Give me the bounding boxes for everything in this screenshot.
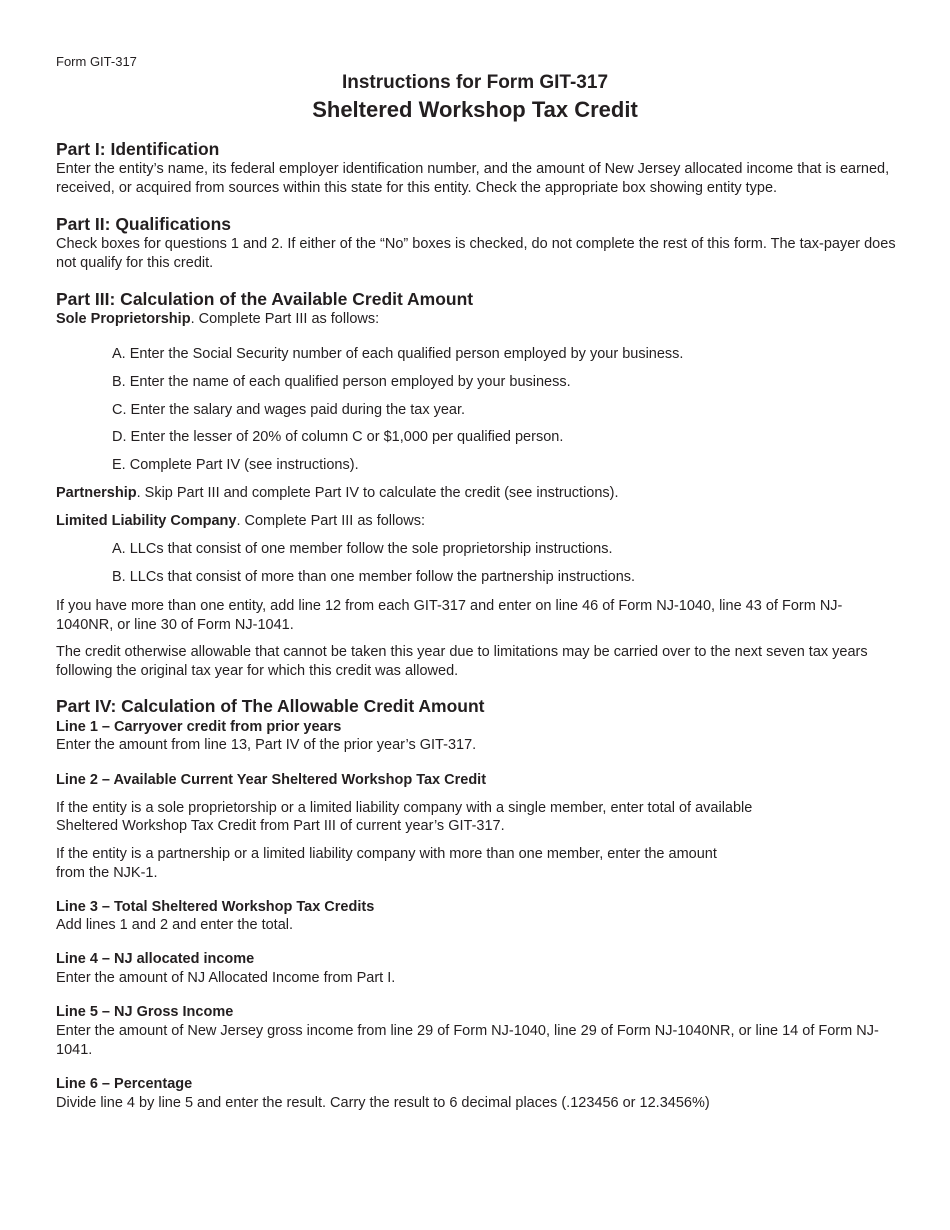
line1-text: Enter the amount from line 13, Part IV of the prior year’s GIT-317.	[56, 737, 477, 753]
sole-item-b: B. Enter the name of each qualified person employed by your business.	[112, 374, 571, 390]
line6-text: Divide line 4 by line 5 and enter the result. Carry the result to 6 decimal places (.123456 or 12.3456%)	[56, 1095, 710, 1111]
multi-entity-text: If you have more than one entity, add line 12 from each GIT-317 and enter on line 46 of Form NJ-1040, line 43 of Form NJ-1040NR, or line 30 of Form NJ-1041.	[56, 598, 843, 633]
form-label: Form GIT-317	[56, 54, 137, 69]
partnership-label: Partnership	[56, 485, 137, 501]
line2-text-partnership-2: from the NJK-1.	[56, 865, 158, 881]
partnership-paragraph	[56, 485, 619, 501]
llc-item-a: A. LLCs that consist of one member follow the sole proprietorship instructions.	[112, 541, 613, 557]
line4-heading: Line 4 – NJ allocated income	[56, 951, 255, 967]
part2-heading: Part II: Qualifications	[56, 214, 232, 234]
line5-heading: Line 5 – NJ Gross Income	[56, 1004, 234, 1020]
part4-heading: Part IV: Calculation of The Allowable Credit Amount	[56, 696, 485, 716]
llc-intro	[56, 513, 425, 529]
llc-item-b: B. LLCs that consist of more than one member follow the partnership instructions.	[112, 569, 636, 585]
line2-text-sole-1: If the entity is a sole proprietorship or a limited liability company with a single member, enter total of available	[56, 800, 753, 816]
sole-item-e: E. Complete Part IV (see instructions).	[112, 457, 359, 473]
line3-heading: Line 3 – Total Sheltered Workshop Tax Credits	[56, 899, 375, 915]
line1-heading: Line 1 – Carryover credit from prior years	[56, 719, 342, 735]
part2-text: Check boxes for questions 1 and 2. If either of the “No” boxes is checked, do not complete the rest of this form. The tax-payer does not qualify for this credit.	[56, 236, 896, 271]
sole-proprietorship-intro	[56, 311, 379, 327]
line6-heading: Line 6 – Percentage	[56, 1076, 193, 1092]
partnership-text: . Skip Part III and complete Part IV to calculate the credit (see instructions).	[136, 485, 619, 501]
page-subtitle: Sheltered Workshop Tax Credit	[312, 97, 638, 122]
sole-item-d: D. Enter the lesser of 20% of column C or $1,000 per qualified person.	[112, 429, 564, 445]
sole-item-c: C. Enter the salary and wages paid during the tax year.	[112, 402, 466, 418]
sole-proprietorship-text: . Complete Part III as follows:	[190, 311, 380, 327]
page-title: Instructions for Form GIT-317	[341, 72, 609, 93]
sole-item-a: A. Enter the Social Security number of each qualified person employed by your business.	[112, 346, 684, 362]
carryover-text: The credit otherwise allowable that cannot be taken this year due to limitations may be carried over to the next seven tax years following the original tax year for which this credit was allowed.	[56, 644, 868, 679]
line4-text: Enter the amount of NJ Allocated Income from Part I.	[56, 970, 396, 986]
line3-text: Add lines 1 and 2 and enter the total.	[56, 917, 294, 933]
part3-heading: Part III: Calculation of the Available Credit Amount	[56, 289, 474, 309]
line2-heading: Line 2 – Available Current Year Sheltered Workshop Tax Credit	[56, 772, 487, 788]
sole-proprietorship-label: Sole Proprietorship	[56, 311, 191, 327]
part1-text: Enter the entity’s name, its federal employer identification number, and the amount of New Jersey allocated income that is earned, received, or acquired from sources within this state for this entity. Check the appropriate box showing entity type.	[56, 161, 890, 196]
line2-text-partnership-1: If the entity is a partnership or a limited liability company with more than one member, enter the amount	[56, 846, 717, 862]
part1-heading: Part I: Identification	[56, 139, 220, 159]
line2-text-sole-2: Sheltered Workshop Tax Credit from Part III of current year’s GIT-317.	[56, 818, 505, 834]
llc-text: . Complete Part III as follows:	[236, 513, 426, 529]
llc-label: Limited Liability Company	[56, 513, 237, 529]
line5-text: Enter the amount of New Jersey gross income from line 29 of Form NJ-1040, line 29 of Form NJ-1040NR, or line 14 of Form NJ-1041.	[56, 1023, 879, 1058]
